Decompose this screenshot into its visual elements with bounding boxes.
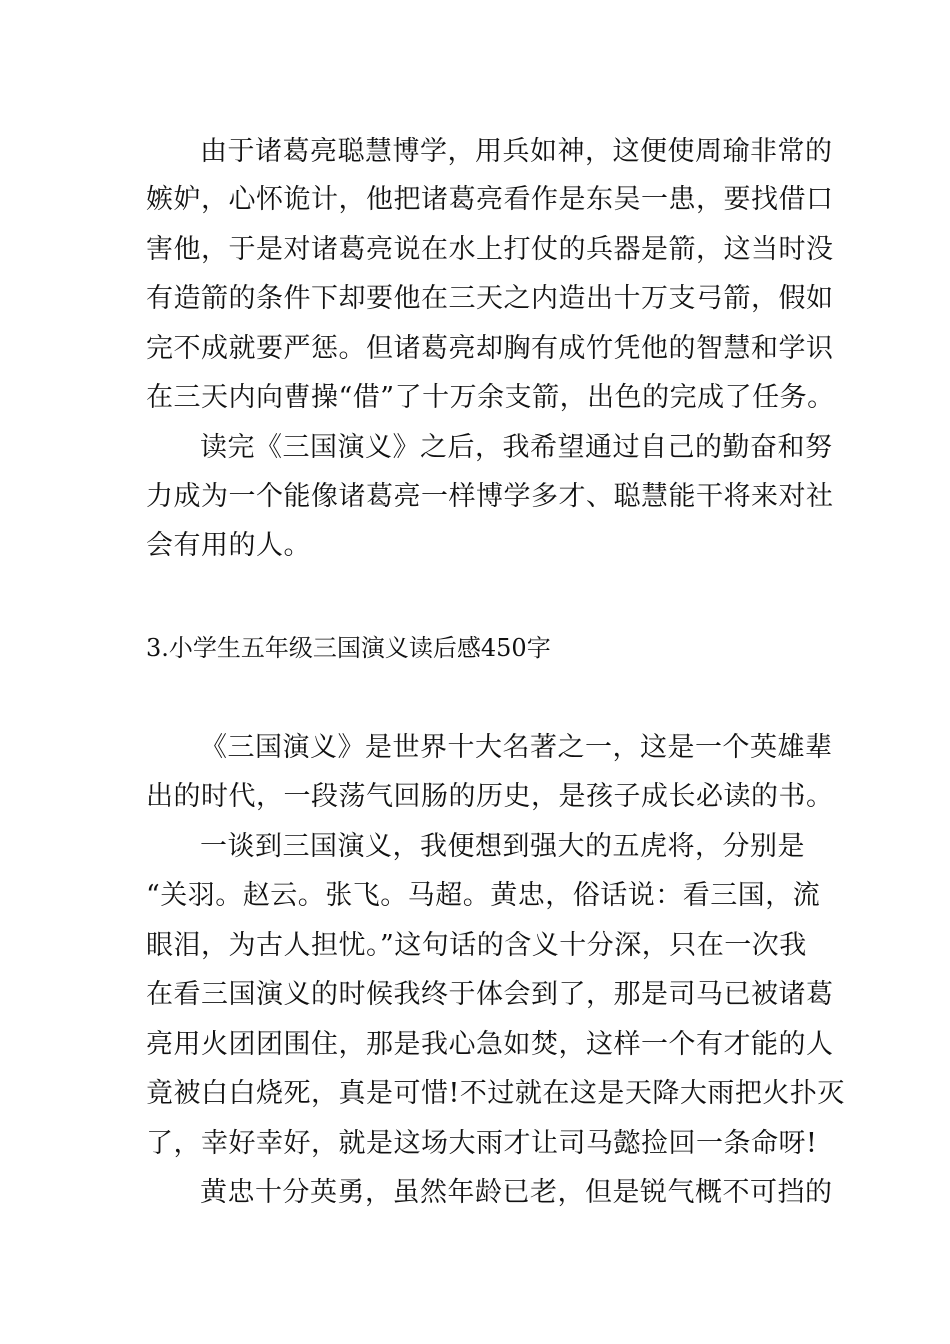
paragraph-line: 一谈到三国演义，我便想到强大的五虎将，分别是 (200, 831, 805, 862)
paragraph-line: 害他，于是对诸葛亮说在水上打仗的兵器是箭，这当时没 (146, 234, 834, 265)
paragraph-line: 在看三国演义的时候我终于体会到了，那是司马已被诸葛 (146, 979, 834, 1010)
paragraph-line: 在三天内向曹操“借”了十万余支箭，出色的完成了任务。 (146, 382, 835, 413)
paragraph-line: 眼泪，为古人担忧。”这句话的含义十分深，只在一次我 (146, 930, 807, 961)
paragraph-line: 竟被白白烧死，真是可惜!不过就在这是天降大雨把火扑灭 (146, 1078, 845, 1109)
paragraph-line: “关羽。赵云。张飞。马超。黄忠，俗话说：看三国，流 (146, 880, 821, 911)
paragraph-line: 了，幸好幸好，就是这场大雨才让司马懿捡回一条命呀! (146, 1128, 818, 1159)
paragraph-line: 嫉妒，心怀诡计，他把诸葛亮看作是东吴一患，要找借口 (146, 184, 834, 215)
paragraph-line: 黄忠十分英勇，虽然年龄已老，但是锐气概不可挡的 (200, 1177, 833, 1208)
section-heading: 3.小学生五年级三国演义读后感450字 (146, 634, 551, 662)
paragraph-line: 有造箭的条件下却要他在三天之内造出十万支弓箭，假如 (146, 283, 834, 314)
paragraph-line: 力成为一个能像诸葛亮一样博学多才、聪慧能干将来对社 (146, 481, 834, 512)
paragraph-line: 出的时代，一段荡气回肠的历史，是孩子成长必读的书。 (146, 781, 834, 812)
paragraph-line: 由于诸葛亮聪慧博学，用兵如神，这便使周瑜非常的 (200, 136, 833, 167)
paragraph-line: 读完《三国演义》之后，我希望通过自己的勤奋和努 (200, 432, 833, 463)
paragraph-line: 完不成就要严惩。但诸葛亮却胸有成竹凭他的智慧和学识 (146, 333, 834, 364)
paragraph-line: 《三国演义》是世界十大名著之一，这是一个英雄辈 (200, 732, 833, 763)
paragraph-line: 亮用火团团围住，那是我心急如焚，这样一个有才能的人 (146, 1029, 834, 1060)
paragraph-line: 会有用的人。 (146, 530, 311, 561)
